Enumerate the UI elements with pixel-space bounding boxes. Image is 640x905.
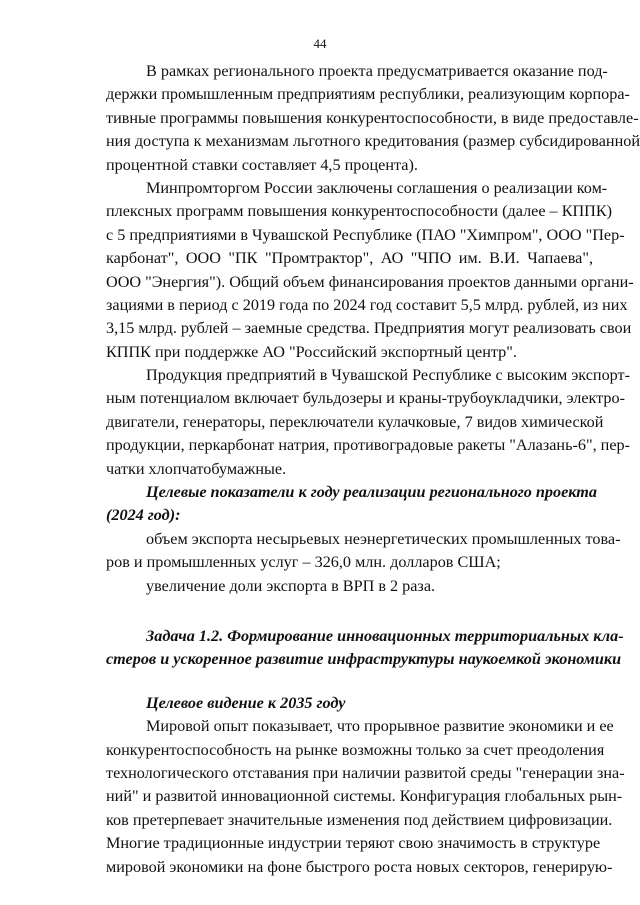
text-line: ков претерпевает значительные изменения под действием цифровизации.	[106, 810, 613, 829]
text-line: технологического отставания при наличии развитой среды "генерации зна-	[106, 763, 625, 782]
paragraph-regional-project	[106, 60, 640, 177]
text-line: Продукция предприятий в Чувашской Республике с высоким экспорт-	[146, 366, 631, 385]
text-line: мировой экономики на фоне быстрого роста новых секторов, генерирую-	[106, 857, 613, 876]
text-line: Мировой опыт показывает, что прорывное развитие экономики и ее	[146, 717, 614, 736]
text-line: ний" и развитой инновационной системы. Конфигурация глобальных рын-	[106, 787, 623, 806]
heading-line: Целевые показатели к году реализации регионального проекта	[146, 483, 597, 502]
heading-line: Задача 1.2. Формирование инновационных территориальных кла-	[146, 626, 624, 645]
text-line: конкурентоспособность на рынке возможны только за счет преодоления	[106, 740, 605, 759]
text-line: продукции, перкарбонат натрия, противоградовые ракеты "Алазань-6", пер-	[106, 436, 630, 455]
paragraph-export-products	[106, 364, 631, 481]
text-line: ООО "Энергия"). Общий объем финансирования проектов данными органи-	[106, 272, 634, 291]
heading-line: Целевое видение к 2035 году	[146, 693, 346, 712]
text-line: карбонат", ООО "ПК "Промтрактор", АО "ЧПО им. В.И. Чапаева",	[106, 249, 593, 268]
text-line: процентной ставки составляет 4,5 процента).	[106, 155, 418, 174]
vision-heading	[106, 692, 593, 715]
spacer	[106, 672, 593, 692]
text-line: ров и промышленных услуг – 326,0 млн. долларов США;	[106, 553, 501, 572]
text-line: КППК при поддержке АО "Российский экспортный центр".	[106, 342, 517, 361]
text-line: увеличение доли экспорта в ВРП в 2 раза.	[146, 576, 436, 595]
heading-line: стеров и ускоренное развитие инфраструктуры наукоемкой экономики	[106, 650, 622, 669]
targets-heading	[106, 481, 597, 528]
text-line: 3,15 млрд. рублей – заемные средства. Предприятия могут реализовать свои	[106, 319, 632, 338]
document-body	[106, 60, 640, 879]
target-export-share	[106, 575, 593, 598]
text-line: зациями в период с 2019 года по 2024 год составит 5,5 млрд. рублей, из них	[106, 295, 628, 314]
paragraph-world-experience	[106, 715, 625, 879]
text-line: двигатели, генераторы, переключатели кулачковые, 7 видов химической	[106, 412, 604, 431]
target-export-volume	[106, 528, 621, 575]
text-line: объем экспорта несырьевых неэнергетических промышленных това-	[146, 529, 621, 548]
text-line: Минпромторгом России заключены соглашения о реализации ком-	[146, 178, 608, 197]
page-number: 44	[313, 36, 327, 51]
text-line: тивные программы повышения конкурентоспособности, в виде предоставле-	[106, 108, 639, 127]
text-line: Многие традиционные индустрии теряют свою значимость в структуре	[106, 834, 601, 853]
paragraph-minpromtorg	[106, 177, 634, 364]
text-line: с 5 предприятиями в Чувашской Республике (ПАО "Химпром", ООО "Пер-	[106, 225, 625, 244]
text-line: ным потенциалом включает бульдозеры и краны-трубоукладчики, электро-	[106, 389, 626, 408]
text-line: держки промышленным предприятиям республики, реализующим корпора-	[106, 85, 630, 104]
text-line: ния доступа к механизмам льготного кредитования (размер субсидированной	[106, 132, 640, 151]
heading-line: (2024 год):	[106, 506, 181, 525]
text-line: плексных программ повышения конкурентоспособности (далее – КППК)	[106, 202, 613, 221]
text-line: чатки хлопчатобумажные.	[106, 459, 287, 478]
text-line: В рамках регионального проекта предусматривается оказание под-	[146, 62, 608, 80]
task-heading	[106, 625, 624, 672]
spacer	[106, 598, 593, 625]
